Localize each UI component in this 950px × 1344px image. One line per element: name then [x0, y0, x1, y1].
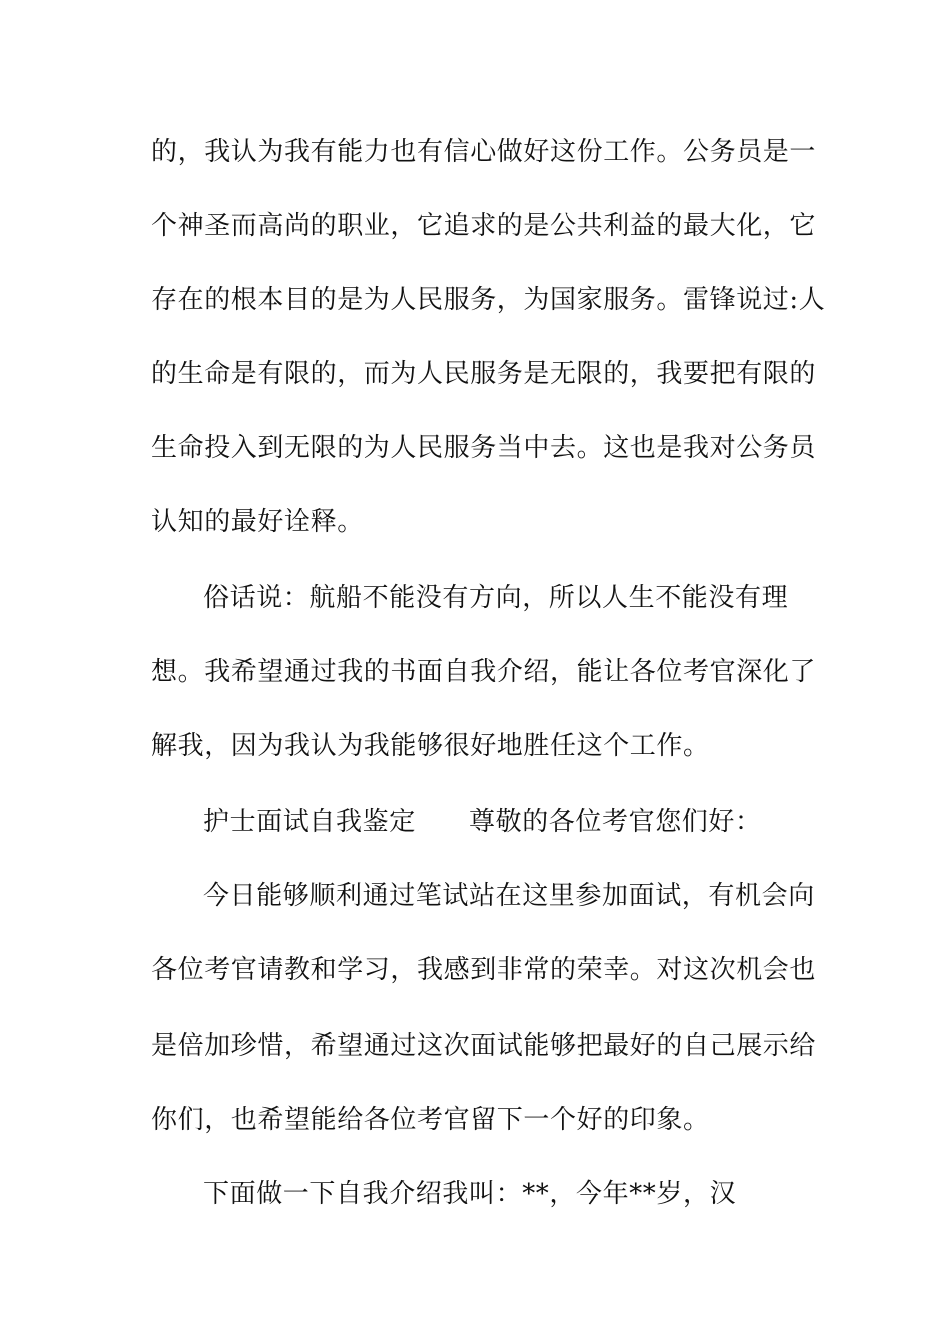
- paragraph-first-line: 下面做一下自我介绍我叫：**，今年**岁，汉: [203, 1179, 737, 1209]
- text-line: 各位考官请教和学习，我感到非常的荣幸。对这次机会也: [151, 955, 817, 985]
- text-line: 的生命是有限的，而为人民服务是无限的，我要把有限的: [151, 359, 817, 389]
- text-line: 认知的最好诠释。: [151, 507, 364, 537]
- text-line: 存在的根本目的是为人民服务，为国家服务。雷锋说过:人: [151, 285, 826, 315]
- paragraph-first-line: 今日能够顺利通过笔试站在这里参加面试，有机会向: [203, 881, 815, 911]
- text-line: 的，我认为我有能力也有信心做好这份工作。公务员是一: [151, 137, 817, 167]
- section-heading-line: 护士面试自我鉴定 尊敬的各位考官您们好：: [203, 807, 762, 837]
- text-line: 想。我希望通过我的书面自我介绍，能让各位考官深化了: [151, 657, 817, 687]
- paragraph-first-line: 俗话说：航船不能没有方向，所以人生不能没有理: [203, 583, 789, 613]
- text-line: 解我，因为我认为我能够很好地胜任这个工作。: [151, 731, 710, 761]
- text-line: 是倍加珍惜，希望通过这次面试能够把最好的自己展示给: [151, 1031, 817, 1061]
- text-line: 你们，也希望能给各位考官留下一个好的印象。: [151, 1105, 710, 1135]
- text-line: 个神圣而高尚的职业，它追求的是公共利益的最大化，它: [151, 211, 817, 241]
- text-line: 生命投入到无限的为人民服务当中去。这也是我对公务员: [151, 433, 817, 463]
